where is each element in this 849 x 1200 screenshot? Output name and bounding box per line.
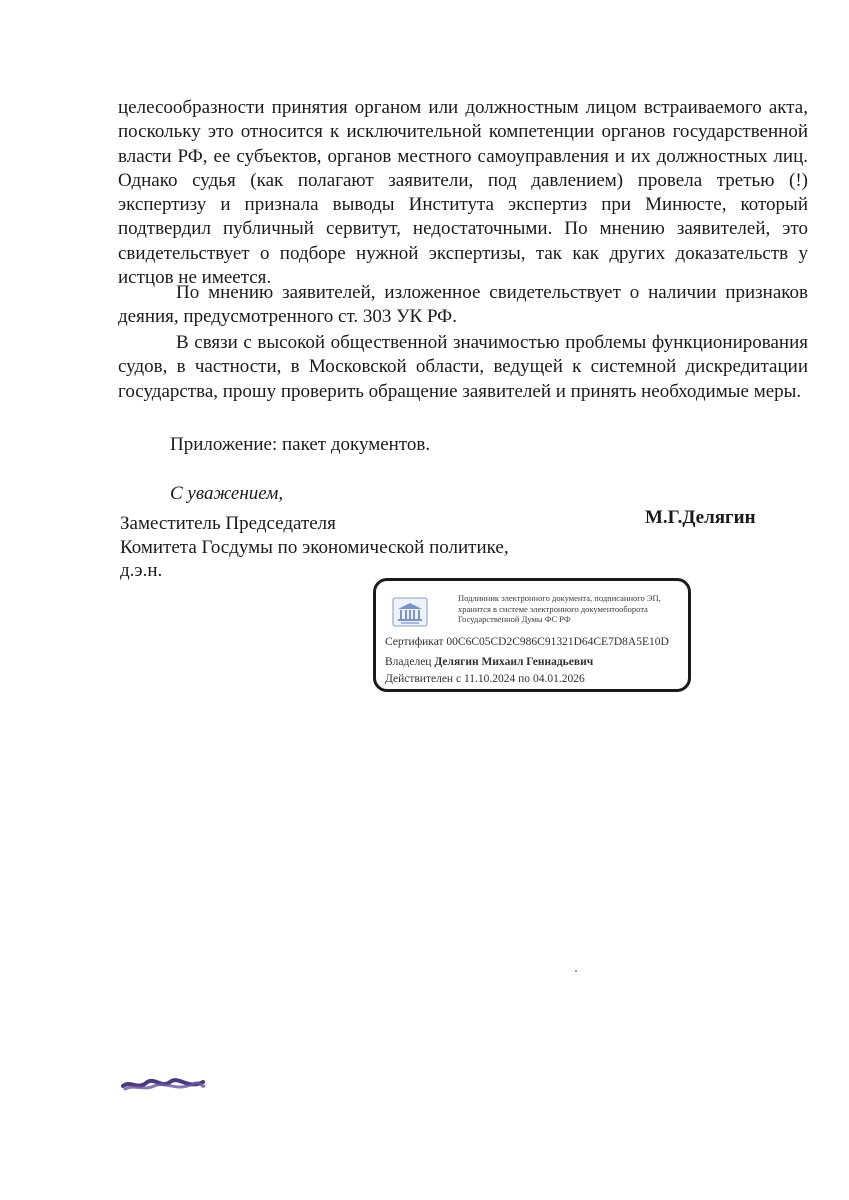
signer-position xyxy=(120,512,509,583)
stamp-validity-line xyxy=(385,673,585,685)
stamp-owner-line xyxy=(385,656,593,668)
stamp-valid-to: 04.01.2026 xyxy=(532,673,585,685)
stamp-note: Подлинник электронного документа, подписанного ЭП, хранится в системе электронного документооборота Государственной Думы ФС РФ xyxy=(458,593,661,624)
regards-line: С уважением, xyxy=(170,483,284,504)
stamp-owner-label: Владелец xyxy=(385,656,432,668)
stamp-certificate-line xyxy=(385,636,669,648)
paragraph-2: По мнению заявителей, изложенное свидетельствует о наличии признаков деяния, предусмотренного ст. 303 УК РФ. xyxy=(118,282,808,328)
attachment-line: Приложение: пакет документов. xyxy=(170,434,431,455)
stamp-valid-to-prefix: по xyxy=(518,673,531,685)
redacted-scribble xyxy=(120,1076,206,1094)
stamp-certificate-value: 00C6C05CD2C986C91321D64CE7D8A5E10D xyxy=(446,636,669,648)
electronic-signature-stamp xyxy=(373,578,691,692)
paragraph-1: целесообразности принятия органом или должностным лицом встраиваемого акта, поскольку это относится к исключительной компетенции органов государственной власти РФ, ее субъектов, органов местного самоуправления и их должностных лиц. Однако судья (как полагают заявители, под давлением) провела третью (!) экспертизу и признала выводы Института экспертиз при Минюсте, который подтвердил публичный сервитут, недостаточными. По мнению заявителей, это свидетельствует о подборе нужной экспертизы, так как других доказательств у истцов не имеется. xyxy=(118,97,808,289)
stamp-certificate-label: Сертификат xyxy=(385,636,444,648)
scan-speck xyxy=(575,970,577,972)
stamp-valid-label: Действителен xyxy=(385,673,454,685)
signer-position-line-2: Комитета Госдумы по экономической политике, xyxy=(120,536,509,558)
signer-name: М.Г.Делягин xyxy=(645,507,756,528)
stamp-owner-value: Делягин Михаил Геннадьевич xyxy=(434,656,594,668)
stamp-valid-from-prefix: с xyxy=(455,673,462,685)
state-duma-emblem-icon xyxy=(392,597,428,627)
stamp-valid-from: 11.10.2024 xyxy=(463,673,516,685)
paragraph-3: В связи с высокой общественной значимостью проблемы функционирования судов, в частности, в Московской области, ведущей к системной дискредитации государства, прошу проверить обращение заявителей и принять необходимые меры. xyxy=(118,332,808,402)
signer-position-line-1: Заместитель Председателя xyxy=(120,513,336,534)
signer-position-line-3: д.э.н. xyxy=(120,560,163,581)
